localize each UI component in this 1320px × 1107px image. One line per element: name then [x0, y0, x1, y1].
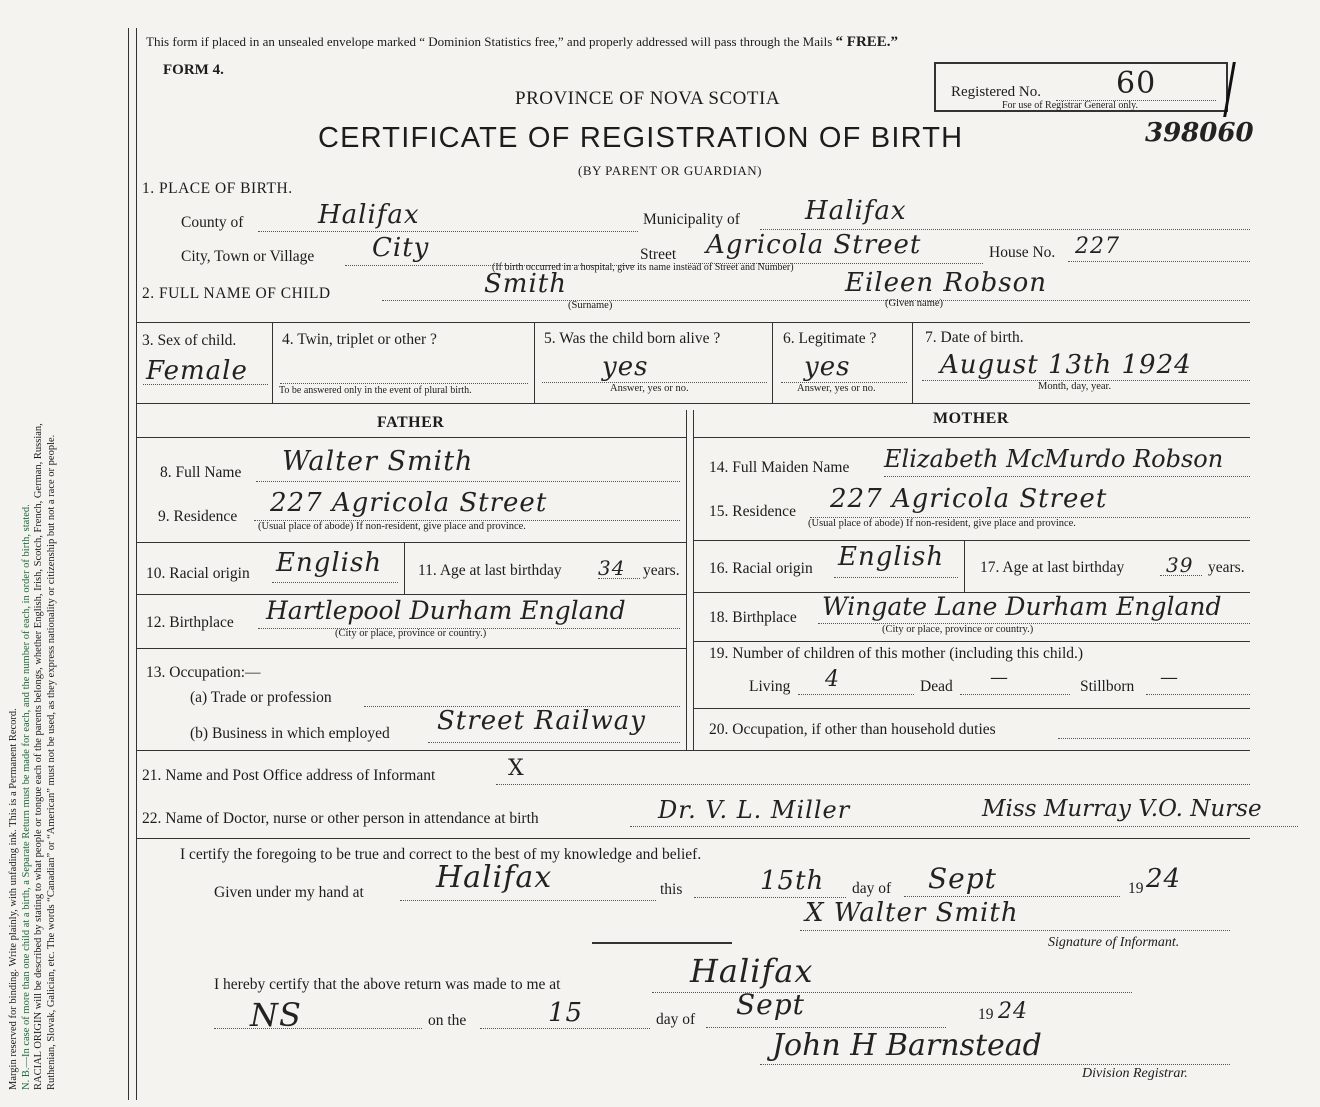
registrar-signature: John H Barnstead [772, 1028, 1042, 1063]
father-age-value: 34 [598, 556, 626, 580]
certificate-subtitle: (BY PARENT OR GUARDIAN) [578, 163, 763, 178]
mother-age-unit: years. [1208, 559, 1245, 576]
attendant-nurse-value: Miss Murray V.O. Nurse [982, 796, 1262, 822]
municipality-value: Halifax [805, 196, 907, 226]
mother-age-label: 17. Age at last birthday [980, 559, 1125, 576]
registrar-place-continued: NS [250, 996, 302, 1034]
mother-racial-label: 16. Racial origin [709, 560, 813, 577]
father-birthplace-label: 12. Birthplace [146, 614, 234, 631]
certificate-title: CERTIFICATE OF REGISTRATION OF BIRTH [318, 122, 964, 154]
date-of-birth-value: August 13th 1924 [940, 350, 1192, 380]
registrar-place-value: Halifax [690, 952, 814, 990]
registrar-month-value: Sept [736, 988, 805, 1021]
street-value: Agricola Street [706, 230, 922, 260]
certify-statement: I certify the foregoing to be true and correct to the best of my knowledge and belief. [180, 846, 702, 863]
form-number: FORM 4. [163, 62, 224, 78]
province-heading: PROVINCE OF NOVA SCOTIA [515, 88, 781, 109]
born-alive-label: 5. Was the child born alive ? [544, 330, 721, 347]
form-left-border [128, 28, 129, 1100]
form-inner-border [136, 28, 137, 1100]
given-year-value: 24 [1146, 864, 1182, 894]
living-value: 4 [825, 667, 840, 692]
dead-label: Dead [920, 678, 953, 695]
father-name-label: 8. Full Name [160, 464, 242, 481]
city-label: City, Town or Village [181, 248, 315, 265]
informant-label: 21. Name and Post Office address of Informant [142, 767, 436, 784]
hospital-note: (If birth occurred in a hospital, give its name instead of Street and Number) [492, 262, 794, 273]
stillborn-value: — [1160, 667, 1179, 688]
given-at-label: Given under my hand at [214, 884, 364, 901]
born-alive-value: yes [602, 352, 649, 382]
county-value: Halifax [318, 200, 420, 230]
mother-name-value: Elizabeth McMurdo Robson [884, 445, 1224, 473]
child-surname-value: Smith [484, 269, 567, 299]
place-of-birth-label: 1. PLACE OF BIRTH. [142, 180, 293, 197]
county-label: County of [181, 214, 244, 231]
sex-label: 3. Sex of child. [142, 332, 237, 349]
business-label: (b) Business in which employed [190, 725, 390, 742]
registrar-certify-statement: I hereby certify that the above return was made to me at [214, 976, 561, 993]
father-racial-value: English [276, 548, 383, 578]
mother-heading: MOTHER [933, 410, 1009, 427]
given-day-value: 15th [760, 866, 825, 896]
registrar-year-prefix: 19 [978, 1006, 994, 1023]
given-name-caption: (Given name) [885, 298, 944, 309]
stillborn-label: Stillborn [1080, 678, 1135, 695]
margin-instructions [8, 10, 58, 1090]
on-the-label: on the [428, 1012, 467, 1029]
mother-age-value: 39 [1166, 553, 1194, 577]
child-given-name-value: Eileen Robson [845, 268, 1048, 298]
mother-residence-caption: (Usual place of abode) If non-resident, give place and province. [808, 518, 1076, 529]
house-number-label: House No. [989, 244, 1056, 261]
registered-label: Registered No. [951, 84, 1041, 100]
mother-residence-value: 227 Agricola Street [830, 484, 1108, 514]
born-alive-caption: Answer, yes or no. [610, 383, 689, 394]
father-age-unit: years. [643, 562, 680, 579]
municipality-label: Municipality of [643, 211, 740, 228]
registrar-day-of-label: day of [656, 1011, 696, 1028]
twin-note: To be answered only in the event of plural birth. [279, 385, 472, 396]
mother-birthplace-label: 18. Birthplace [709, 609, 797, 626]
day-of-label: day of [852, 880, 892, 897]
living-label: Living [749, 678, 791, 695]
father-residence-value: 227 Agricola Street [270, 488, 548, 518]
sex-value: Female [146, 356, 248, 386]
registrar-year-value: 24 [998, 999, 1028, 1024]
mother-racial-value: English [838, 542, 945, 572]
legitimate-label: 6. Legitimate ? [783, 330, 877, 347]
registrar-general-note: For use of Registrar General only. [1002, 100, 1138, 111]
registered-box [934, 62, 1228, 112]
informant-value: X [508, 756, 525, 781]
child-name-label: 2. FULL NAME OF CHILD [142, 285, 331, 302]
registered-value: 60 [1116, 66, 1157, 101]
business-value: Street Railway [437, 706, 646, 736]
father-heading: FATHER [377, 414, 445, 431]
father-residence-label: 9. Residence [158, 508, 238, 525]
house-number-value: 227 [1075, 234, 1120, 259]
date-of-birth-caption: Month, day, year. [1038, 381, 1112, 392]
occupation-label: 13. Occupation:— [146, 664, 261, 681]
street-label: Street [640, 246, 677, 263]
attendant-doctor-value: Dr. V. L. Miller [658, 796, 851, 824]
father-birthplace-caption: (City or place, province or country.) [335, 628, 487, 639]
margin-note: Ruthenian, Slovak, Galician, etc. The words “Canadian” or “American” must not be used, as they express nationality or citizenship but not a race or people. [45, 434, 57, 1090]
father-name-value: Walter Smith [282, 446, 474, 477]
mother-occupation-label: 20. Occupation, if other than household duties [709, 721, 996, 738]
legitimate-caption: Answer, yes or no. [797, 383, 876, 394]
registrar-day-value: 15 [548, 998, 584, 1028]
father-residence-caption: (Usual place of abode) If non-resident, give place and province. [258, 521, 526, 532]
twin-label: 4. Twin, triplet or other ? [282, 331, 437, 348]
given-month-value: Sept [928, 862, 997, 895]
informant-signature: X Walter Smith [805, 898, 1019, 928]
mother-name-label: 14. Full Maiden Name [709, 459, 850, 476]
dead-value: — [990, 667, 1009, 688]
given-year-prefix: 19 [1128, 880, 1144, 897]
surname-caption: (Surname) [568, 300, 613, 311]
legitimate-value: yes [804, 352, 851, 382]
children-count-label: 19. Number of children of this mother (including this child.) [709, 645, 1084, 662]
margin-note: RACIAL ORIGIN will be described by stating to what people or tongue each of the parents belongs, whether English, Irish, Scotch, French, German, Russian, [33, 423, 45, 1090]
division-registrar-caption: Division Registrar. [1082, 1066, 1188, 1081]
father-racial-label: 10. Racial origin [146, 565, 250, 582]
given-at-place: Halifax [436, 860, 553, 895]
attendant-label: 22. Name of Doctor, nurse or other person in attendance at birth [142, 810, 539, 827]
margin-note: N. B.—In case of more than one child at a birth, a Separate Return must be made for each, and the number of each, in order of birth, stated. [20, 504, 32, 1090]
city-value: City [372, 233, 430, 263]
mother-residence-label: 15. Residence [709, 503, 796, 520]
informant-signature-caption: Signature of Informant. [1048, 935, 1180, 950]
margin-note: Margin reserved for binding. Write plainly, with unfading ink. This is a Permanent Record. [8, 708, 19, 1090]
father-birthplace-value: Hartlepool Durham England [266, 596, 626, 625]
mother-birthplace-caption: (City or place, province or country.) [882, 624, 1034, 635]
mother-birthplace-value: Wingate Lane Durham England [822, 592, 1222, 621]
date-of-birth-label: 7. Date of birth. [925, 329, 1024, 346]
father-age-label: 11. Age at last birthday [418, 562, 562, 579]
mail-note: This form if placed in an unsealed envelope marked “ Dominion Statistics free,” and properly addressed will pass through the Mails “ FREE.” [146, 34, 899, 50]
trade-label: (a) Trade or profession [190, 689, 332, 706]
serial-number: 398060 [1145, 118, 1254, 148]
this-label: this [660, 881, 683, 898]
